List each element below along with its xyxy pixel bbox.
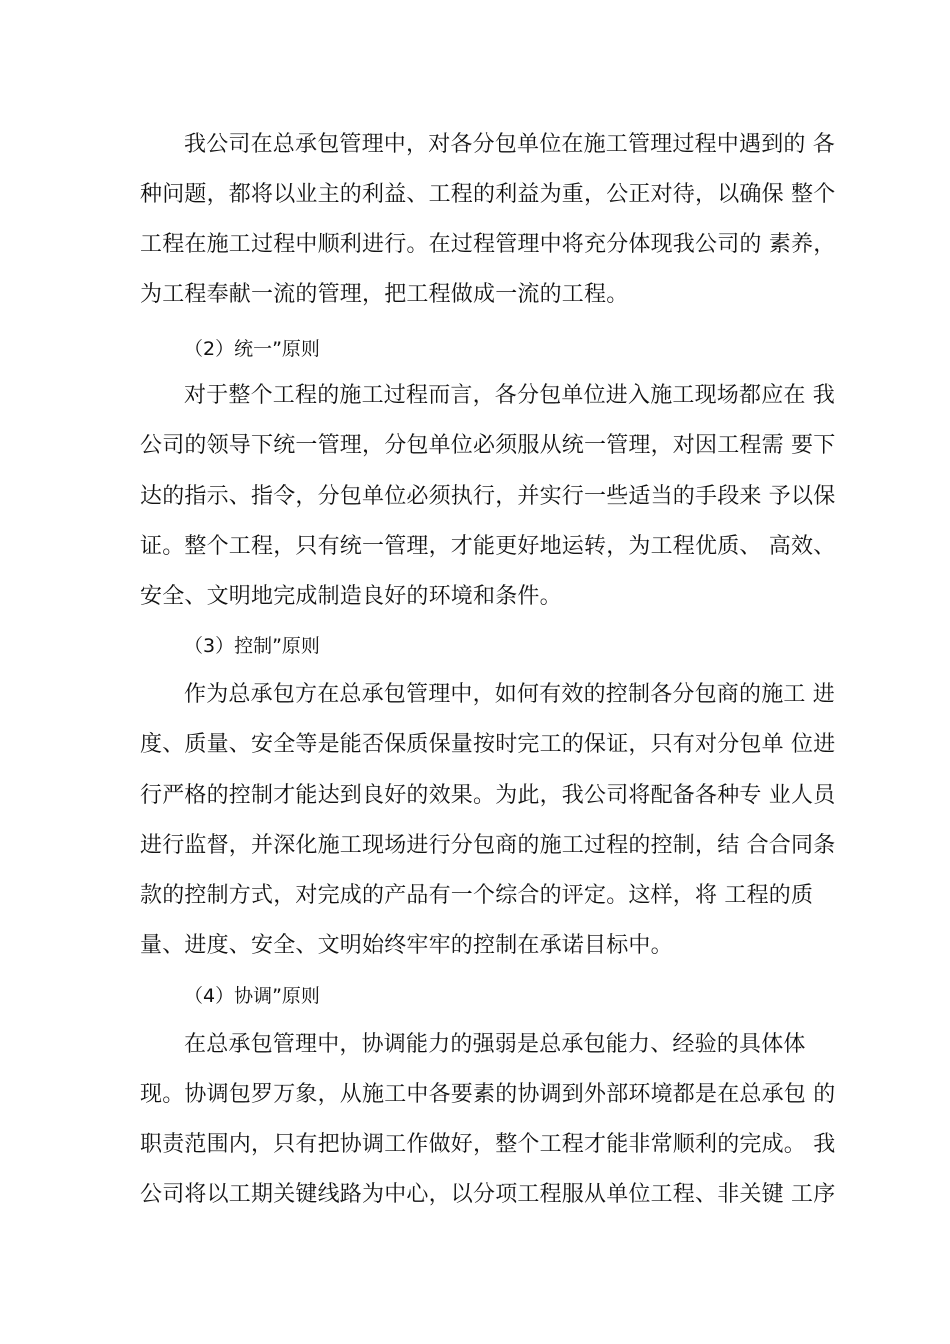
paragraph-3-line-2: 度、质量、安全等是能否保质保量按时完工的保证，只有对分包单 位进 xyxy=(140,732,836,757)
paragraph-2-line-1: 对于整个工程的施工过程而言，各分包单位进入施工现场都应在 我 xyxy=(184,383,835,408)
paragraph-4-line-4: 公司将以工期关键线路为中心，以分项工程服从单位工程、非关键 工序 xyxy=(140,1182,836,1207)
paragraph-1-line-2: 种问题，都将以业主的利益、工程的利益为重，公正对待，以确保 整个 xyxy=(140,182,836,207)
paragraph-1-line-4: 为工程奉献一流的管理，把工程做成一流的工程。 xyxy=(140,282,629,307)
paragraph-3-line-4: 进行监督，并深化施工现场进行分包商的施工过程的控制，结 合合同条 xyxy=(140,833,836,858)
paragraph-2-line-4: 证。整个工程，只有统一管理，才能更好地运转，为工程优质、 高效、 xyxy=(140,534,836,559)
paragraph-4-line-2: 现。协调包罗万象，从施工中各要素的协调到外部环境都是在总承包 的 xyxy=(140,1082,836,1107)
paragraph-3-line-3: 行严格的控制才能达到良好的效果。为此，我公司将配备各种专 业人员 xyxy=(140,783,836,808)
paragraph-1-line-1: 我公司在总承包管理中，对各分包单位在施工管理过程中遇到的 各 xyxy=(184,132,835,157)
paragraph-2-line-5: 安全、文明地完成制造良好的环境和条件。 xyxy=(140,584,562,609)
section-heading-2: （2）统一”原则 xyxy=(184,338,320,360)
paragraph-1-line-3: 工程在施工过程中顺利进行。在过程管理中将充分体现我公司的 素养， xyxy=(140,232,836,257)
paragraph-3-line-5: 款的控制方式，对完成的产品有一个综合的评定。这样，将 工程的质 xyxy=(140,883,814,908)
paragraph-4-line-3: 职责范围内，只有把协调工作做好，整个工程才能非常顺利的完成。 我 xyxy=(140,1132,836,1157)
section-heading-3: （3）控制”原则 xyxy=(184,635,320,657)
paragraph-2-line-3: 达的指示、指令，分包单位必须执行，并实行一些适当的手段来 予以保 xyxy=(140,484,836,509)
section-heading-4: （4）协调”原则 xyxy=(184,985,320,1007)
paragraph-2-line-2: 公司的领导下统一管理，分包单位必须服从统一管理，对因工程需 要下 xyxy=(140,433,836,458)
paragraph-4-line-1: 在总承包管理中，协调能力的强弱是总承包能力、经验的具体体 xyxy=(184,1032,806,1057)
paragraph-3-line-6: 量、进度、安全、文明始终牢牢的控制在承诺目标中。 xyxy=(140,933,673,958)
paragraph-3-line-1: 作为总承包方在总承包管理中，如何有效的控制各分包商的施工 进 xyxy=(184,682,835,707)
